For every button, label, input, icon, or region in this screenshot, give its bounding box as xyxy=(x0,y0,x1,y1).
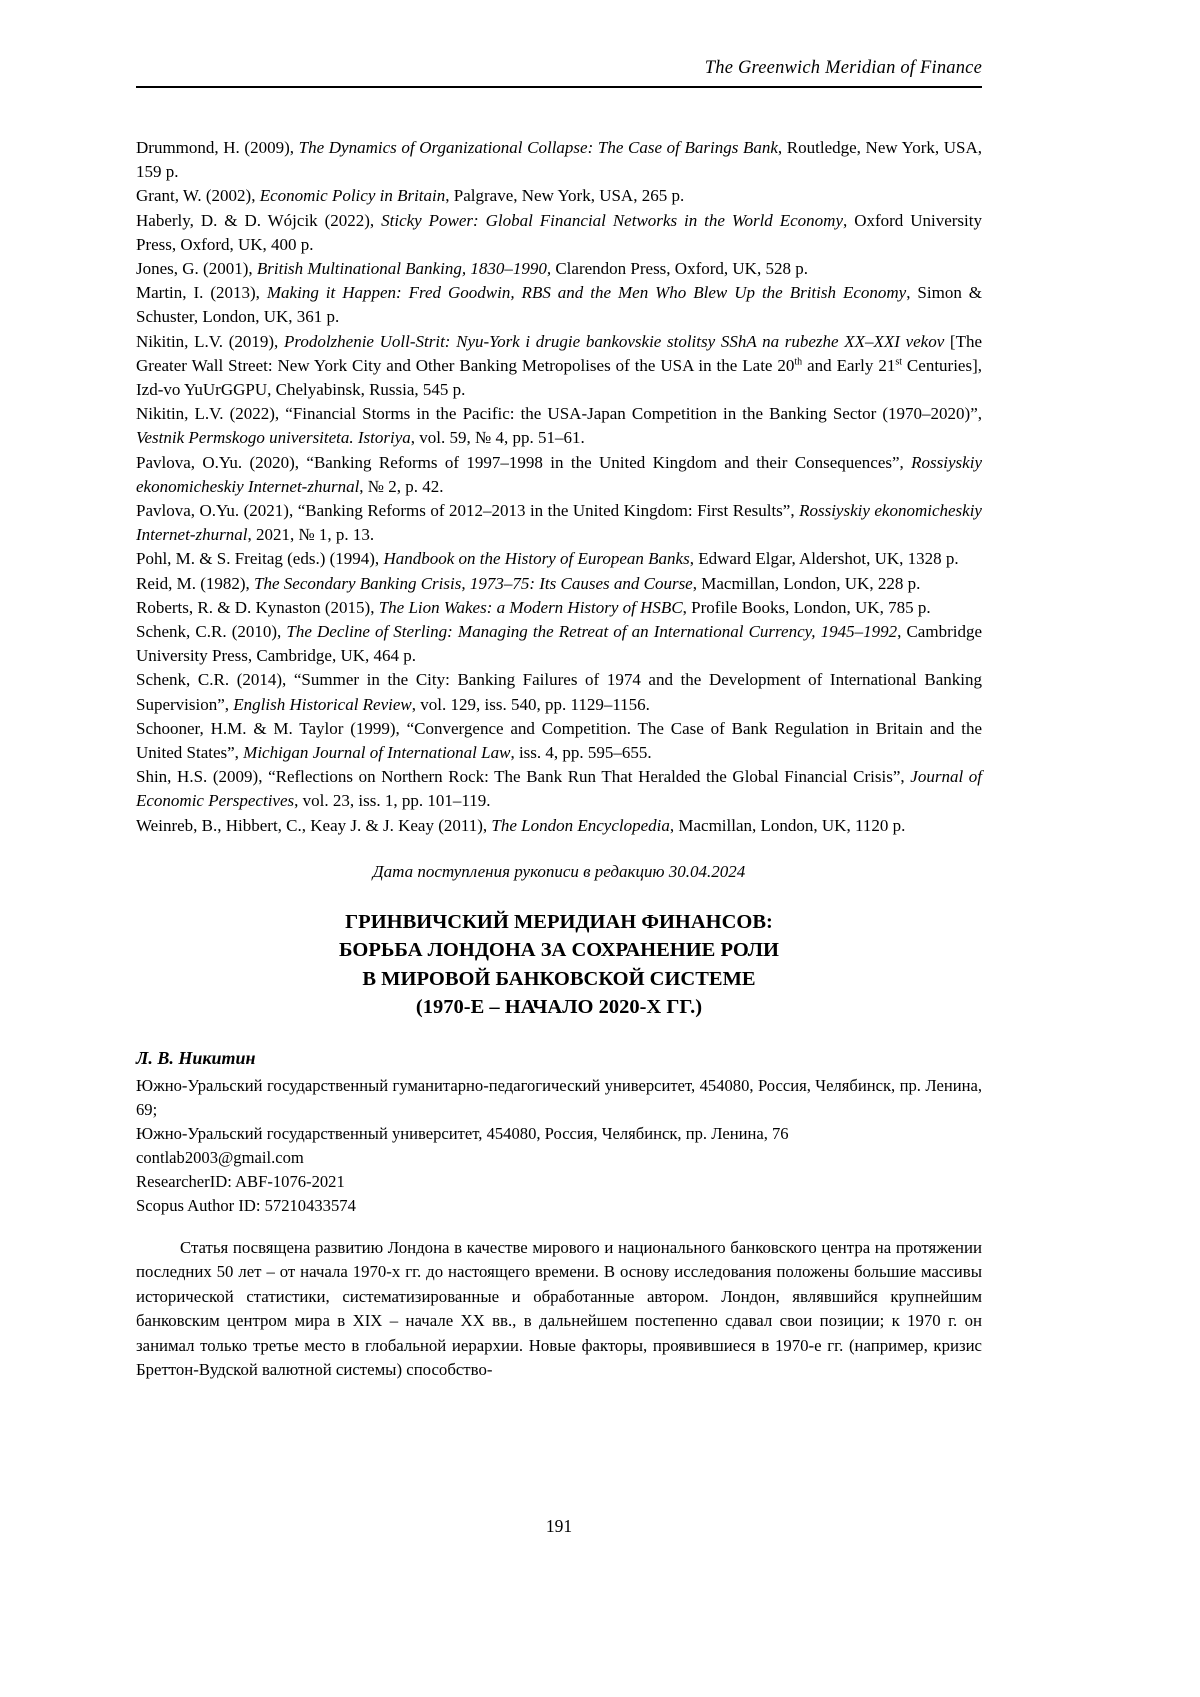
reference-text: , vol. 23, iss. 1, pp. 101–119. xyxy=(294,791,491,811)
reference-title-italic: The Dynamics of Organizational Collapse: The Case of Barings Bank xyxy=(298,138,778,157)
reference-text: Weinreb, B., Hibbert, C., Keay J. & J. Keay (2011), xyxy=(136,815,492,835)
reference-text: , iss. 4, pp. 595–655. xyxy=(510,743,652,763)
reference-text: and Early 21 xyxy=(802,355,896,375)
reference-title-italic: Sticky Power: Global Financial Networks in the World Economy xyxy=(381,210,843,230)
running-head-title: The Greenwich Meridian of Finance xyxy=(704,58,982,78)
reference-item xyxy=(136,499,982,547)
article-title-line: БОРЬБА ЛОНДОНА ЗА СОХРАНЕНИЕ РОЛИ xyxy=(339,939,779,962)
reference-text: Grant, W. (2002), xyxy=(136,186,260,206)
reference-text: Martin, I. (2013), xyxy=(136,283,267,303)
reference-text: , Routledge, New York, USA, 159 p. xyxy=(136,138,983,182)
reference-title-italic: Journal of Economic Perspectives xyxy=(136,767,983,811)
reference-text: Nikitin, L.V. (2022), “Financial Storms in the Pacific: the USA-Japan Competition in the Banking Sector (1970–2020)”, xyxy=(136,404,982,424)
affiliation-line: ResearcherID: ABF-1076-2021 xyxy=(136,1171,345,1191)
reference-item xyxy=(136,668,982,716)
affiliation-line: Южно-Уральский государственный университет, 454080, Россия, Челябинск, пр. Ленина, 76 xyxy=(136,1123,789,1143)
article-title xyxy=(136,908,982,1022)
reference-item xyxy=(136,330,982,403)
reference-text: Shin, H.S. (2009), “Reflections on Northern Rock: The Bank Run That Heralded the Global Financial Crisis”, xyxy=(136,767,911,787)
reference-text: Pavlova, O.Yu. (2021), “Banking Reforms of 2012–2013 in the United Kingdom: First Results”, xyxy=(136,501,800,521)
reference-title-italic: Rossiyskiy ekonomicheskiy Internet-zhurnal xyxy=(136,501,982,545)
reference-item xyxy=(136,620,982,668)
reference-text: , Profile Books, London, UK, 785 p. xyxy=(682,597,931,617)
reference-title-italic: Handbook on the History of European Banks xyxy=(383,549,690,569)
reference-text: Schenk, C.R. (2014), “Summer in the City: Banking Failures of 1974 and the Development of International Banking Supervision”, xyxy=(136,670,982,714)
affiliation-line: contlab2003@gmail.com xyxy=(136,1147,304,1167)
affiliations-block xyxy=(136,1074,982,1218)
abstract-paragraph: Статья посвящена развитию Лондона в качестве мирового и национального банковского центра на протяжении последних 50 лет – от начала 1970-х гг. до настоящего времени. В основу исследования положены большие массивы исторической статистики, систематизированные и обработанные автором. Лондон, являвшийся крупнейшим банковским центром мира в XIX – начале XX вв., в дальнейшем постепенно сдавал свои позиции; к 1970 г. он занимал только третье место в глобальной иерархии. Новые факторы, проявившиеся в 1970-е гг. (например, кризис Бреттон-Вудской валютной системы) способство- xyxy=(136,1237,982,1379)
reference-item xyxy=(136,281,982,329)
reference-text: , 2021, № 1, p. 13. xyxy=(247,525,375,545)
reference-item xyxy=(136,402,982,450)
reference-text: , Edward Elgar, Aldershot, UK, 1328 p. xyxy=(689,549,959,569)
page-header xyxy=(136,58,982,88)
affiliation-line: Южно-Уральский государственный гуманитарно-педагогический университет, 454080, Россия, Челябинск, пр. Ленина, 69; xyxy=(136,1075,982,1119)
reference-text: [The Greater Wall Street: New York City and Other Banking Metropolises of the USA in the Late 20 xyxy=(136,331,983,375)
reference-title-italic: Prodolzhenie Uoll-Strit: Nyu-York i drugie bankovskie stolitsy SShA na rubezhe XX–XXI vekov xyxy=(283,331,945,351)
reference-title-italic: Making it Happen: Fred Goodwin, RBS and the Men Who Blew Up the British Economy xyxy=(266,283,907,303)
reference-text: th xyxy=(794,356,803,368)
reference-text: Schooner, H.M. & M. Taylor (1999), “Convergence and Competition. The Case of Bank Regulation in Britain and the United States”, xyxy=(136,718,982,763)
reference-item xyxy=(136,209,982,257)
reference-text: Roberts, R. & D. Kynaston (2015), xyxy=(136,597,379,617)
references-section xyxy=(136,136,982,838)
reference-title-italic: Vestnik Permskogo universiteta. Istoriya xyxy=(136,428,411,448)
reference-text: , vol. 59, № 4, pp. 51–61. xyxy=(410,428,585,448)
reference-text: , Macmillan, London, UK, 1120 p. xyxy=(669,815,906,835)
reference-text: , Palgrave, New York, USA, 265 p. xyxy=(445,186,685,206)
reference-item xyxy=(136,136,982,184)
article-title-line: ГРИНВИЧСКИЙ МЕРИДИАН ФИНАНСОВ: xyxy=(345,910,773,933)
reference-title-italic: Economic Policy in Britain xyxy=(259,186,446,206)
reference-title-italic: The Lion Wakes: a Modern History of HSBC xyxy=(378,597,683,617)
reference-title-italic: English Historical Review xyxy=(233,694,412,714)
author-name: Л. В. Никитин xyxy=(136,1047,256,1068)
reference-title-italic: Rossiyskiy ekonomicheskiy Internet-zhurnal xyxy=(136,452,982,496)
reference-item xyxy=(136,572,982,596)
reference-item xyxy=(136,257,982,281)
reference-text: Pohl, M. & S. Freitag (eds.) (1994), xyxy=(136,549,384,569)
reference-text: Reid, M. (1982), xyxy=(136,573,255,593)
reference-text: Schenk, C.R. (2010), xyxy=(136,622,287,642)
page-number: 191 xyxy=(545,1516,573,1536)
reference-text: Nikitin, L.V. (2019), xyxy=(136,331,284,351)
reference-item xyxy=(136,814,982,838)
article-title-line: (1970-Е – НАЧАЛО 2020-Х ГГ.) xyxy=(415,996,703,1019)
article-title-line: В МИРОВОЙ БАНКОВСКОЙ СИСТЕМЕ xyxy=(362,967,756,990)
reference-text: Pavlova, O.Yu. (2020), “Banking Reforms of 1997–1998 in the United Kingdom and their Consequences”, xyxy=(136,452,912,472)
reference-text: Haberly, D. & D. Wójcik (2022), xyxy=(136,210,382,230)
reference-title-italic: British Multinational Banking, 1830–1990, xyxy=(256,259,552,279)
reference-text: , Cambridge University Press, Cambridge, UK, 464 p. xyxy=(136,622,982,666)
reference-item xyxy=(136,765,982,813)
reference-text: Jones, G. (2001), xyxy=(136,259,257,279)
reference-text: Clarendon Press, Oxford, UK, 528 p. xyxy=(551,259,808,279)
submission-date-note: Дата поступления рукописи в редакцию 30.04.2024 xyxy=(372,861,746,881)
reference-item xyxy=(136,596,982,620)
reference-title-italic: Michigan Journal of International Law xyxy=(243,743,511,763)
reference-item xyxy=(136,717,982,765)
reference-item xyxy=(136,547,982,571)
reference-title-italic: The Decline of Sterling: Managing the Retreat of an International Currency, 1945–1992 xyxy=(286,622,898,642)
affiliation-line: Scopus Author ID: 57210433574 xyxy=(136,1195,356,1215)
reference-text: , № 2, p. 42. xyxy=(359,476,444,496)
reference-item xyxy=(136,451,982,499)
reference-item xyxy=(136,184,982,208)
reference-title-italic: The London Encyclopedia xyxy=(491,815,670,835)
reference-text: Drummond, H. (2009), xyxy=(136,138,299,157)
reference-text: , Simon & Schuster, London, UK, 361 p. xyxy=(136,283,983,327)
reference-title-italic: The Secondary Banking Crisis, 1973–75: Its Causes and Course xyxy=(254,573,693,593)
reference-text: Centuries], Izd-vo YuUrGGPU, Chelyabinsk, Russia, 545 p. xyxy=(136,355,982,400)
reference-text: , Macmillan, London, UK, 228 p. xyxy=(692,573,921,593)
reference-text: , vol. 129, iss. 540, pp. 1129–1156. xyxy=(411,694,650,714)
reference-text: st xyxy=(895,356,902,368)
reference-text: , Oxford University Press, Oxford, UK, 400 p. xyxy=(136,210,982,254)
